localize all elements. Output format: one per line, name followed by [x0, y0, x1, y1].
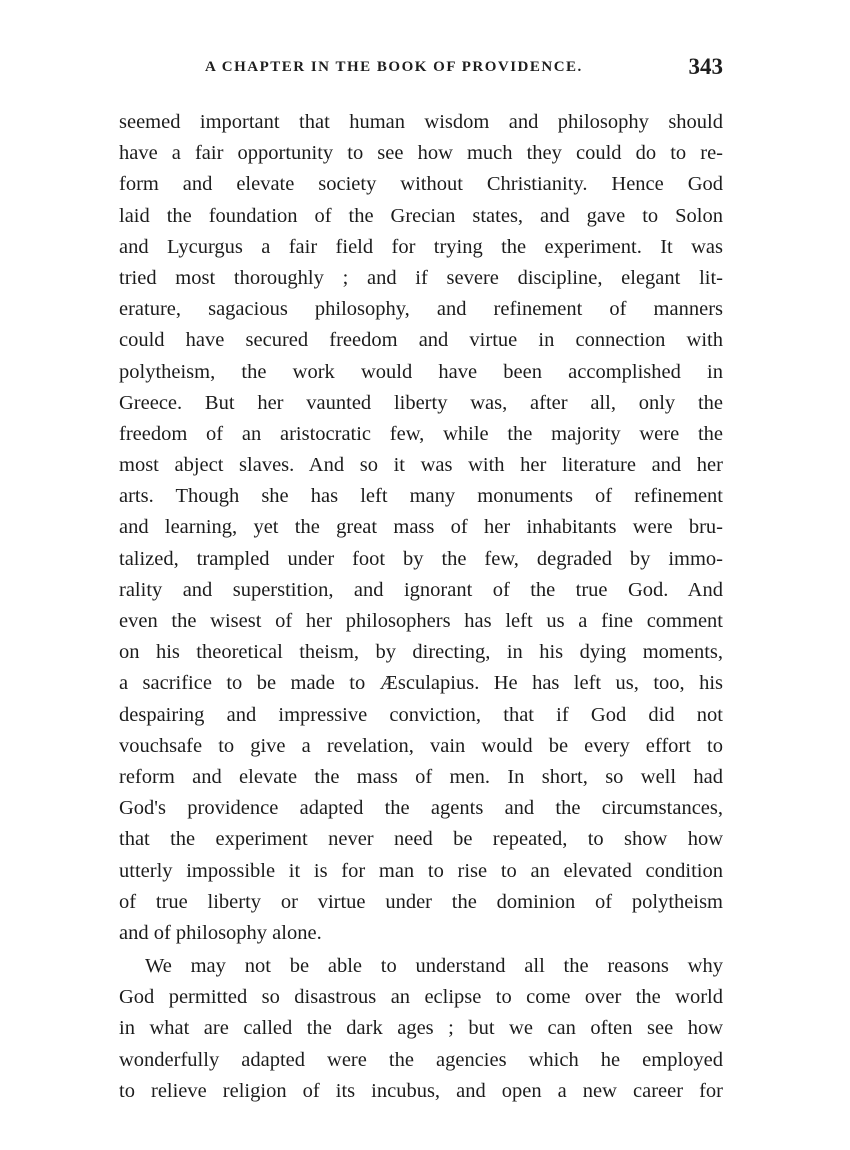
text-line: and of philosophy alone.: [119, 921, 322, 944]
text-line: could have secured freedom and virtue in connection with: [119, 329, 723, 352]
text-line: polytheism, the work would have been accomplished in: [119, 360, 723, 383]
text-line: form and elevate society without Christianity. Hence God: [119, 173, 723, 196]
text-line: have a fair opportunity to see how much they could do to re-: [119, 142, 723, 165]
text-line: and Lycurgus a fair field for trying the experiment. It was: [119, 235, 723, 258]
text-line: to relieve religion of its incubus, and open a new career for: [119, 1079, 723, 1102]
text-line: despairing and impressive conviction, that if God did not: [119, 703, 723, 726]
paragraph-2: [119, 951, 723, 1107]
page-number: 343: [688, 54, 723, 79]
text-line: laid the foundation of the Grecian states, and gave to Solon: [119, 204, 723, 227]
text-line: Greece. But her vaunted liberty was, after all, only the: [119, 391, 723, 414]
text-line: most abject slaves. And so it was with her literature and her: [119, 454, 723, 477]
text-line: reform and elevate the mass of men. In short, so well had: [119, 765, 723, 788]
text-line: rality and superstition, and ignorant of the true God. And: [119, 578, 723, 601]
paragraph-1: [119, 107, 723, 949]
text-line: talized, trampled under foot by the few, degraded by immo-: [119, 547, 723, 570]
text-line: We may not be able to understand all the reasons why: [145, 955, 723, 978]
text-line: a sacrifice to be made to Æsculapius. He has left us, too, his: [119, 672, 723, 695]
text-line: seemed important that human wisdom and philosophy should: [119, 111, 723, 133]
text-line: God's providence adapted the agents and the circumstances,: [119, 797, 723, 820]
text-line: wonderfully adapted were the agencies which he employed: [119, 1048, 723, 1071]
body-text: [119, 107, 723, 1107]
running-header: [119, 54, 723, 84]
text-line: that the experiment never need be repeated, to show how: [119, 828, 723, 851]
text-line: in what are called the dark ages ; but we can often see how: [119, 1017, 723, 1040]
text-line: of true liberty or virtue under the dominion of polytheism: [119, 890, 723, 913]
text-line: erature, sagacious philosophy, and refinement of manners: [119, 298, 723, 321]
text-line: vouchsafe to give a revelation, vain would be every effort to: [119, 734, 723, 757]
text-line: God permitted so disastrous an eclipse to come over the world: [119, 986, 723, 1009]
text-line: tried most thoroughly ; and if severe discipline, elegant lit-: [119, 266, 723, 289]
running-title: A CHAPTER IN THE BOOK OF PROVIDENCE.: [205, 59, 583, 75]
text-line: and learning, yet the great mass of her inhabitants were bru-: [119, 516, 723, 539]
text-line: even the wisest of her philosophers has left us a fine comment: [119, 610, 723, 632]
text-line: on his theoretical theism, by directing, in his dying moments,: [119, 641, 723, 664]
text-line: arts. Though she has left many monuments of refinement: [119, 485, 723, 508]
text-line: freedom of an aristocratic few, while the majority were the: [119, 422, 723, 445]
text-line: utterly impossible it is for man to rise to an elevated condition: [119, 859, 723, 882]
